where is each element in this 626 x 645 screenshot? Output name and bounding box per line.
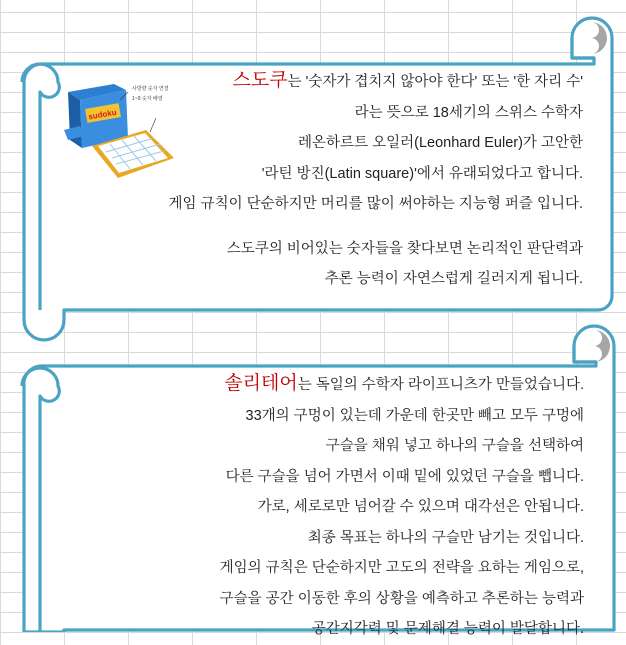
solitaire-line-9: 공간지각력 및 문제해결 능력이 발달합니다. — [311, 621, 584, 637]
box-label: sudoku — [87, 107, 118, 122]
solitaire-line-8: 구슬을 공간 이동한 후의 상황을 예측하고 추론하는 능력과 — [219, 590, 584, 607]
solitaire-line-5: 가로, 세로로만 넘어갈 수 있으며 대각선은 안됩니다. — [257, 499, 584, 515]
solitaire-line-4: 다른 구슬을 넘어 가면서 이때 밑에 있었던 구슬을 뺍니다. — [225, 468, 584, 485]
sudoku-line-1: 스도쿠는 '숫자가 겹치지 않아야 한다' 또는 '한 자리 수' — [232, 70, 583, 91]
sudoku-line-5: 게임 규칙이 단순하지만 머리를 많이 써야하는 지능형 퍼즐 입니다. — [168, 196, 583, 212]
solitaire-line-3: 구슬을 채워 넣고 하나의 구슬을 선택하여 — [325, 438, 584, 454]
solitaire-line-6: 최종 목표는 하나의 구슬만 남기는 것입니다. — [307, 529, 584, 546]
sudoku-line-6: 스도쿠의 비어있는 숫자들을 찾다보면 논리적인 판단력과 — [226, 240, 583, 257]
callout-1: 사방향 숫자 연결 — [132, 86, 169, 92]
sudoku-description — [169, 66, 583, 295]
sudoku-line-3: 레온하르트 오일러(Leonhard Euler)가 고안한 — [298, 135, 583, 151]
solitaire-line-2: 33개의 구멍이 있는데 가운데 한곳만 빼고 모두 구멍에 — [245, 407, 584, 424]
solitaire-line-1: 솔리테어는 독일의 수학자 라이프니츠가 만들었습니다. — [224, 373, 584, 394]
solitaire-description — [220, 369, 584, 645]
sudoku-product-image — [62, 78, 180, 184]
sudoku-line-4: '라틴 방진(Latin square)'에서 유래되었다고 합니다. — [261, 165, 583, 182]
solitaire-line-7: 게임의 규칙은 단순하지만 고도의 전략을 요하는 게임으로, — [219, 560, 584, 576]
sudoku-line-2: 라는 뜻으로 18세기의 스위스 수학자 — [354, 104, 583, 121]
callout-2: 1~9 숫자 배열 — [132, 96, 163, 102]
sudoku-title: 스도쿠 — [232, 70, 288, 91]
sudoku-line-7: 추론 능력이 자연스럽게 길러지게 됩니다. — [324, 271, 583, 287]
solitaire-title: 솔리테어 — [224, 373, 298, 394]
